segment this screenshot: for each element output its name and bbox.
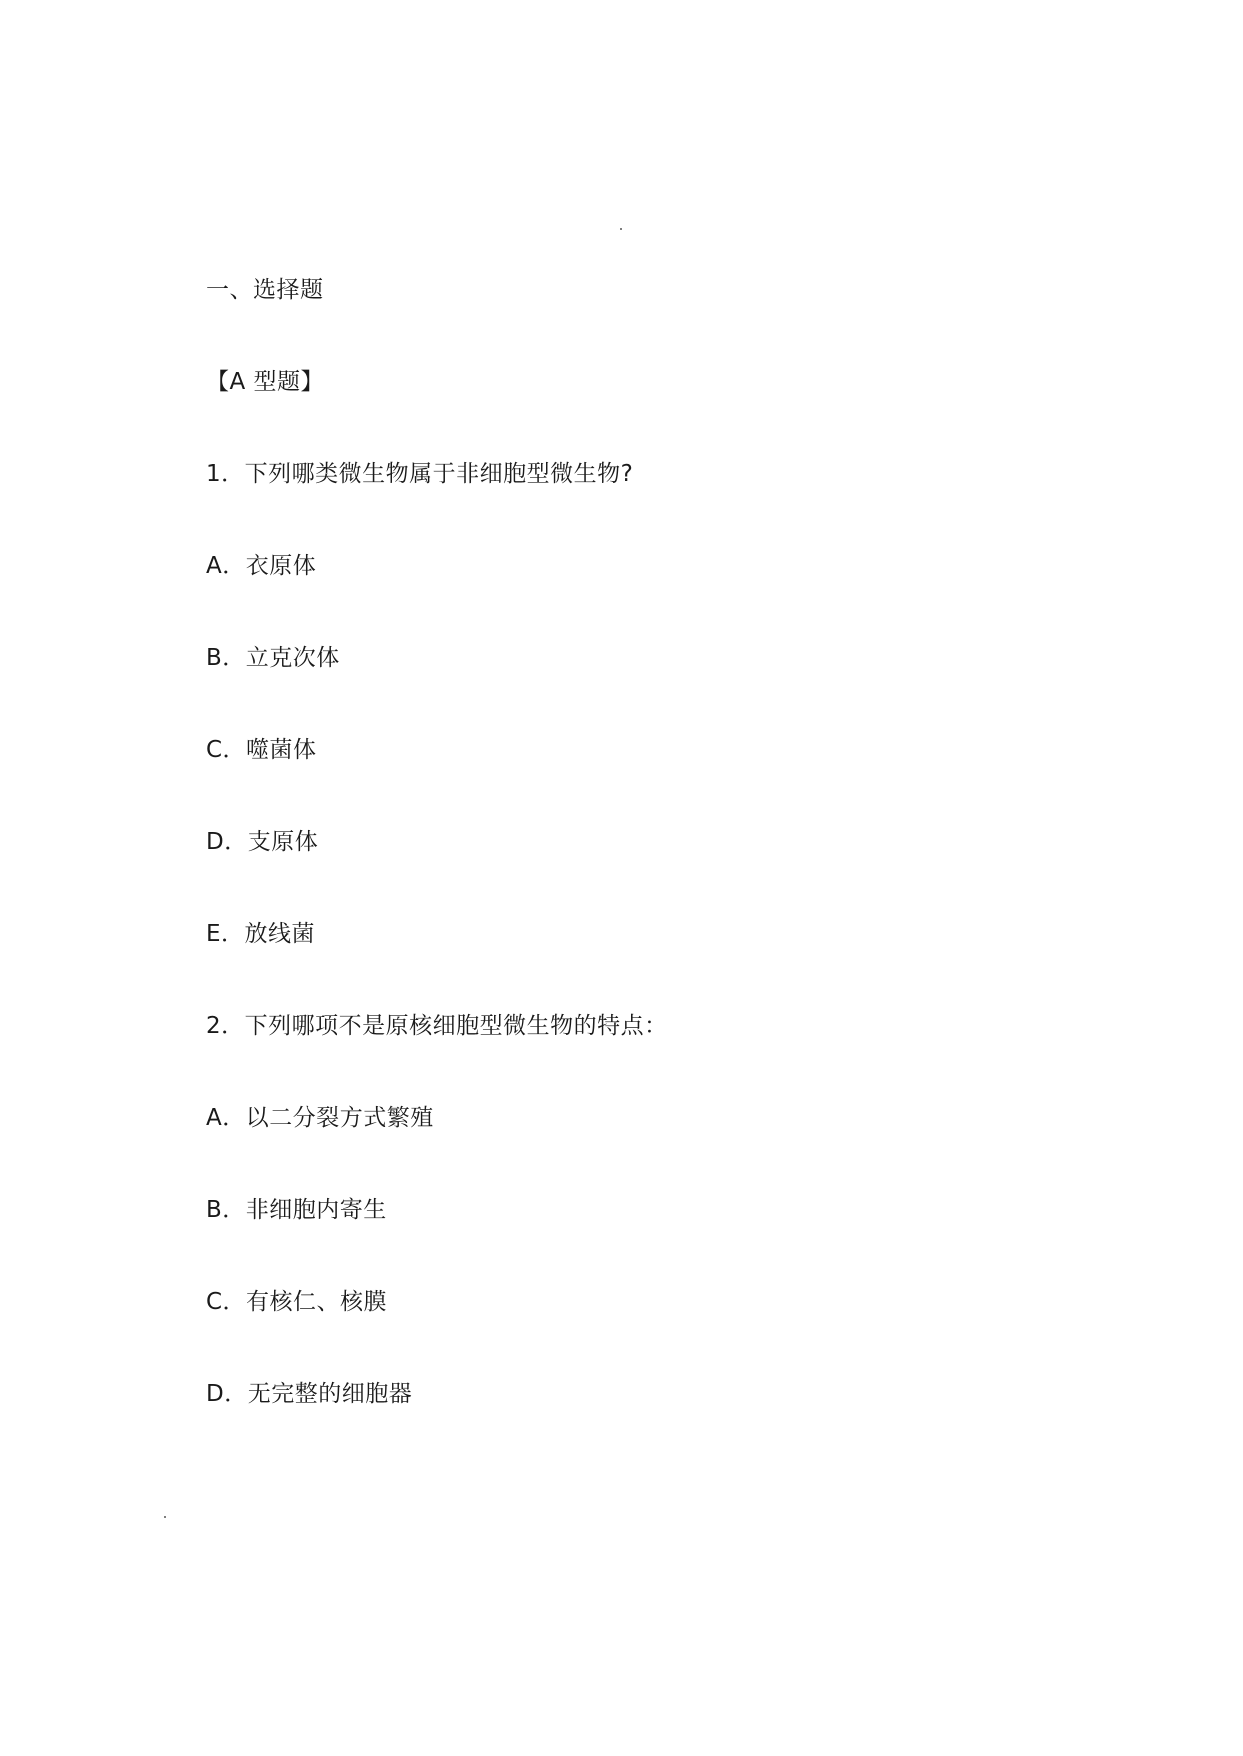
question-2-option-a: A．以二分裂方式繁殖 (206, 1105, 434, 1131)
question-2-option-b: B．非细胞内寄生 (206, 1197, 387, 1223)
question-2-option-c: C．有核仁、核膜 (206, 1289, 388, 1315)
question-1-option-e: E．放线菌 (206, 921, 316, 947)
question-1-stem: 1．下列哪类微生物属于非细胞型微生物? (206, 461, 634, 487)
subsection-heading: 【A 型题】 (206, 369, 325, 395)
question-2-stem: 2．下列哪项不是原核细胞型微生物的特点： (206, 1013, 668, 1039)
question-2-option-d: D．无完整的细胞器 (206, 1381, 413, 1407)
question-1-option-b: B．立克次体 (206, 645, 340, 671)
section-heading: 一、选择题 (206, 277, 324, 303)
question-1-option-a: A．衣原体 (206, 553, 317, 579)
question-1-option-d: D．支原体 (206, 829, 319, 855)
scan-speck-bottom (164, 1516, 166, 1518)
question-1-option-c: C．噬菌体 (206, 737, 317, 763)
scan-speck-top (620, 228, 622, 230)
